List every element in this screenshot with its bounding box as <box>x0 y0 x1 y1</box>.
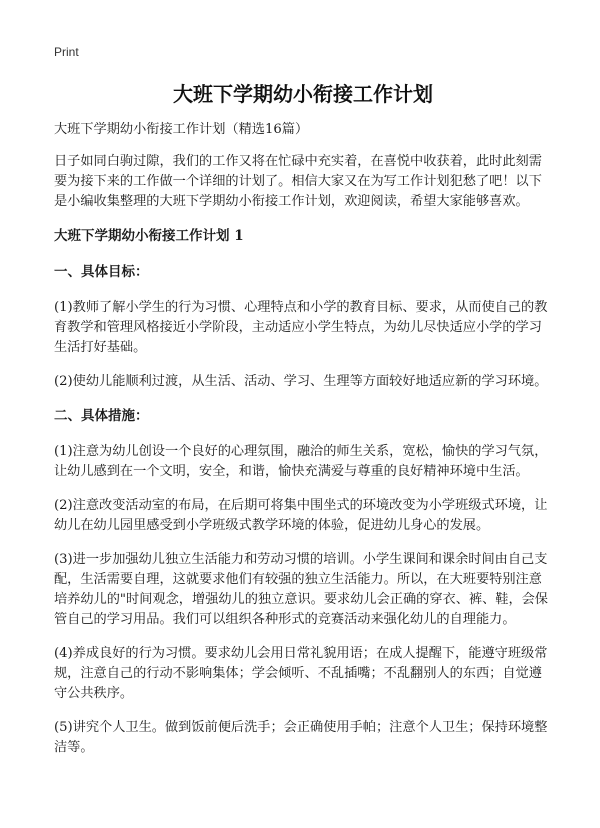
measure-item-3: (3)进一步加强幼儿独立生活能力和劳动习惯的培训。小学生课间和课余时间由自己支配，生活需要自理，这就要求他们有较强的独立生活能力。所以，在大班要特别注意培养幼儿的"时间观念，增强幼儿的独立意识。要求幼儿会正确的穿衣、裤、鞋，会保管自己的学习用品。我们可以组织各种形式的竞赛活动来强化幼儿的自理能力。 <box>54 552 548 627</box>
print-link[interactable]: Print <box>54 45 79 59</box>
section-heading-goals: 一、具体目标： <box>54 264 149 280</box>
plan-heading: 大班下学期幼小衔接工作计划 1 <box>54 228 244 244</box>
document-title: 大班下学期幼小衔接工作计划 <box>173 82 433 106</box>
document-subtitle: 大班下学期幼小衔接工作计划（精选16篇） <box>54 122 309 137</box>
goal-item-1: (1)教师了解小学生的行为习惯、心理特点和小学的教育目标、要求，从而使自己的教育教学和管理风格接近小学阶段，主动适应小学生特点，为幼儿尽快适应小学的学习生活打好基础。 <box>54 300 548 355</box>
goal-item-2: (2)使幼儿能顺利过渡，从生活、活动、学习、生理等方面较好地适应新的学习环境。 <box>54 374 548 389</box>
section-heading-measures: 二、具体措施： <box>54 408 149 424</box>
measure-item-2: (2)注意改变活动室的布局，在后期可将集中围坐式的环境改变为小学班级式环境，让幼儿在幼儿园里感受到小学班级式教学环境的体验，促进幼儿身心的发展。 <box>54 498 548 533</box>
measure-item-4: (4)养成良好的行为习惯。要求幼儿会用日常礼貌用语；在成人提醒下，能遵守班级常规，注意自己的行动不影响集体；学会倾听、不乱插嘴；不乱翻别人的东西；自觉遵守公共秩序。 <box>54 646 548 701</box>
intro-paragraph: 日子如同白驹过隙，我们的工作又将在忙碌中充实着，在喜悦中收获着，此时此刻需要为接下来的工作做一个详细的计划了。相信大家又在为写工作计划犯愁了吧！以下是小编收集整理的大班下学期幼小衔接工作计划，欢迎阅读，希望大家能够喜欢。 <box>54 154 542 209</box>
measure-item-5: (5)讲究个人卫生。做到饭前便后洗手；会正确使用手帕；注意个人卫生；保持环境整洁等。 <box>54 720 548 755</box>
measure-item-1: (1)注意为幼儿创设一个良好的心理氛围，融洽的师生关系，宽松，愉快的学习气氛，让幼儿感到在一个文明，安全，和谐，愉快充满爱与尊重的良好精神环境中生活。 <box>54 444 548 479</box>
